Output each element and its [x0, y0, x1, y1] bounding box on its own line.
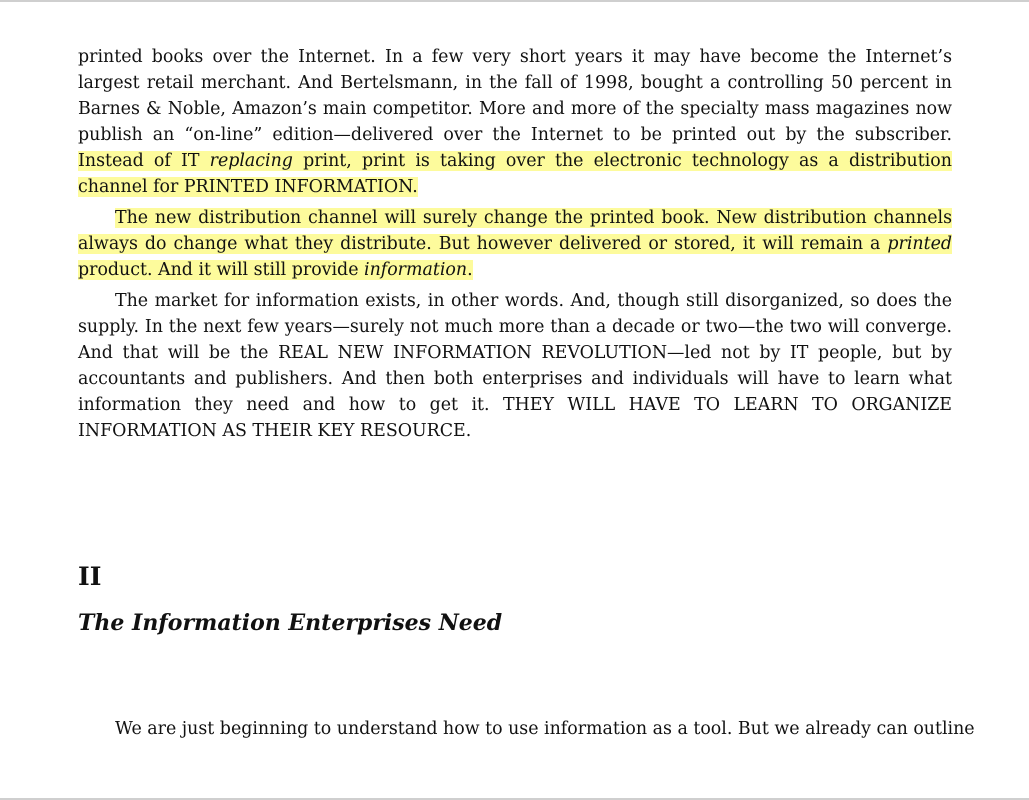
- section-title: The Information Enterprises Need: [78, 610, 503, 636]
- highlight-1a[interactable]: Instead of IT: [78, 151, 210, 171]
- paragraph-4: We are just beginning to understand how to use information as a tool. But we already can outline: [115, 719, 975, 739]
- paragraph-2: [78, 205, 952, 283]
- paragraph-1-text: printed books over the Internet. In a few very short years it may have become the Internet’s largest retail merchant. And Bertelsmann, in the fall of 1998, bought a controlling 50 percent in Barnes & Noble, Amazon’s main competitor. More and more of the specialty mass magazines now publish an “on-line” edition—delivered over the Internet to be printed out by the subscriber.: [78, 47, 952, 145]
- highlight-2b[interactable]: product. And it will still provide: [78, 260, 365, 280]
- highlight-2a[interactable]: The new distribution channel will surely change the printed book. New distribution channels always do change what they distribute. But however delivered or stored, it will remain a: [78, 208, 952, 254]
- section-number: II: [78, 562, 102, 591]
- paragraph-1: [78, 44, 952, 200]
- highlight-2-italic-a[interactable]: printed: [887, 234, 952, 254]
- highlight-1-italic[interactable]: replacing: [209, 151, 293, 171]
- highlight-2c[interactable]: .: [467, 260, 473, 280]
- highlight-2-italic-b[interactable]: information: [364, 260, 468, 280]
- body-text: [78, 44, 952, 449]
- paragraph-3: The market for information exists, in other words. And, though still disorganized, so does the supply. In the next few years—surely not much more than a decade or two—the two will converge. And that will be the REAL NEW INFORMATION REVOLUTION—led not by IT people, but by accountants and publishers. And then both enterprises and individuals will have to learn what information they need and how to get it. THEY WILL HAVE TO LEARN TO ORGANIZE INFORMATION AS THEIR KEY RESOURCE.: [78, 291, 952, 441]
- highlight-1b[interactable]: print, print is taking over the electronic technology as a distribution channel for PRINTED INFORMATION.: [78, 151, 952, 197]
